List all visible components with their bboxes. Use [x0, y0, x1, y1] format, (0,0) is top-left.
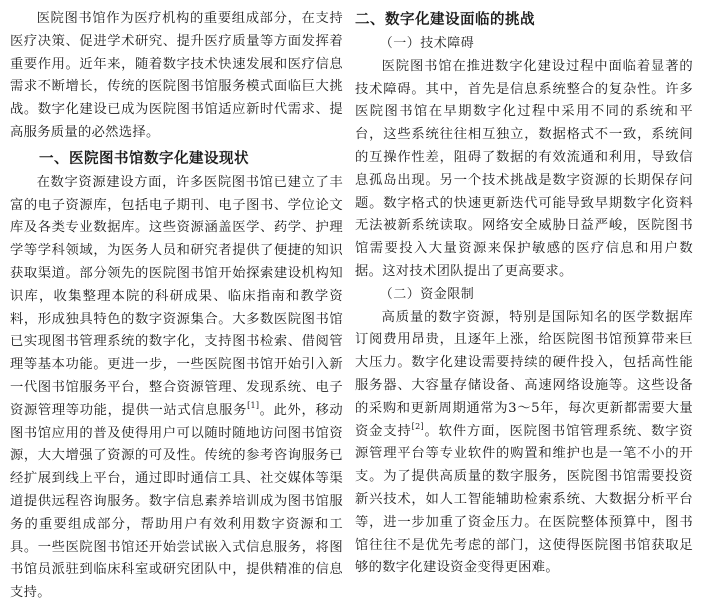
left-column — [10, 8, 343, 605]
section-1-text-b: 。此外，移动图书馆应用的普及使得用户可以随时随地访问图书馆资源，大大增强了资源的可及性。传统的参考咨询服务已经扩展到线上平台，通过即时通信工具、社交媒体等渠道提供远程咨询服务。数字信息素养培训成为图书馆服务的重要组成部分，帮助用户有效利用数字资源和工具。一些医院图书馆还开始尝试嵌入式信息服务，将图书馆员派驻到临床科室或研究团队中，提供精准的信息支持。 — [10, 402, 343, 601]
section-1-heading: 一、医院图书馆数字化建设现状 — [39, 150, 249, 167]
citation-2: [2] — [411, 421, 424, 431]
subsection-2-text-b: 。软件方面，医院图书馆管理系统、数字资源管理平台等专业软件的购置和维护也是一笔不小的开支。为了提供高质量的数字服务，医院图书馆需要投资新兴技术，如人工智能辅助检索系统、大数据分析平台等，进一步加重了资金压力。在医院整体预算中，图书馆往往不是优先考虑的部门，这使得医院图书馆获取足够的数字化建设资金变得更困难。 — [355, 423, 693, 576]
subsection-2-paragraph — [355, 307, 693, 581]
intro-paragraph: 医院图书馆作为医疗机构的重要组成部分，在支持医疗决策、促进学术研究、提升医疗质量等方面发挥着重要作用。近年来，随着数字技术快速发展和医疗信息需求不断增长，传统的医院图书馆服务模式面临巨大挑战。数字化建设已成为医院图书馆适应新时代需求、提高服务质量的必然选择。 — [10, 11, 343, 140]
citation-1: [1] — [247, 400, 260, 410]
section-1-text-a: 在数字资源建设方面，许多医院图书馆已建立了丰富的电子资源库，包括电子期刊、电子图书、学位论文库及各类专业数据库。这些资源涵盖医学、药学、护理学等学科领域，为医务人员和研究者提供了便捷的知识获取渠道。部分领先的医院图书馆开始探索建设机构知识库，收集整理本院的科研成果、临床指南和教学资料，形成独具特色的数字资源集合。大多数医院图书馆已实现图书管理系统的数字化，支持图书检索、借阅管理等基本功能。更进一步，一些医院图书馆开始引入新一代图书馆服务平台，整合资源管理、发现系统、电子资源管理等功能，提供一站式信息服务 — [10, 174, 343, 418]
right-column — [355, 8, 693, 580]
section-2-heading: 二、数字化建设面临的挑战 — [355, 12, 535, 28]
subsection-2-text-a: 高质量的数字资源，特别是国际知名的医学数据库订阅费用昂贵，且逐年上涨，给医院图书馆预算带来巨大压力。数字化建设需要持续的硬件投入，包括高性能服务器、大容量存储设备、高速网络设施等。这些设备的采购和更新周期通常为3～5年，每次更新都需要大量资金支持 — [355, 309, 693, 439]
section-1-paragraph — [10, 172, 343, 605]
subsection-1-paragraph: 医院图书馆在推进数字化建设过程中面临着显著的技术障碍。其中，首先是信息系统整合的复杂性。许多医院图书馆在早期数字化过程中采用不同的系统和平台，这些系统往往相互独立，数据格式不一致，系统间的互操作性差，阻碍了数据的有效流通和利用，导致信息孤岛出现。另一个技术挑战是数字资源的长期保存问题。数字格式的快速更新迭代可能导致早期数字化资料无法被新系统读取。网络安全威胁日益严峻，医院图书馆需要投入大量资源来保护敏感的医疗信息和用户数据。这对技术团队提出了更高要求。 — [355, 58, 693, 279]
subsection-1-heading: （一）技术障碍 — [379, 36, 475, 51]
subsection-2-heading: （二）资金限制 — [379, 286, 475, 302]
